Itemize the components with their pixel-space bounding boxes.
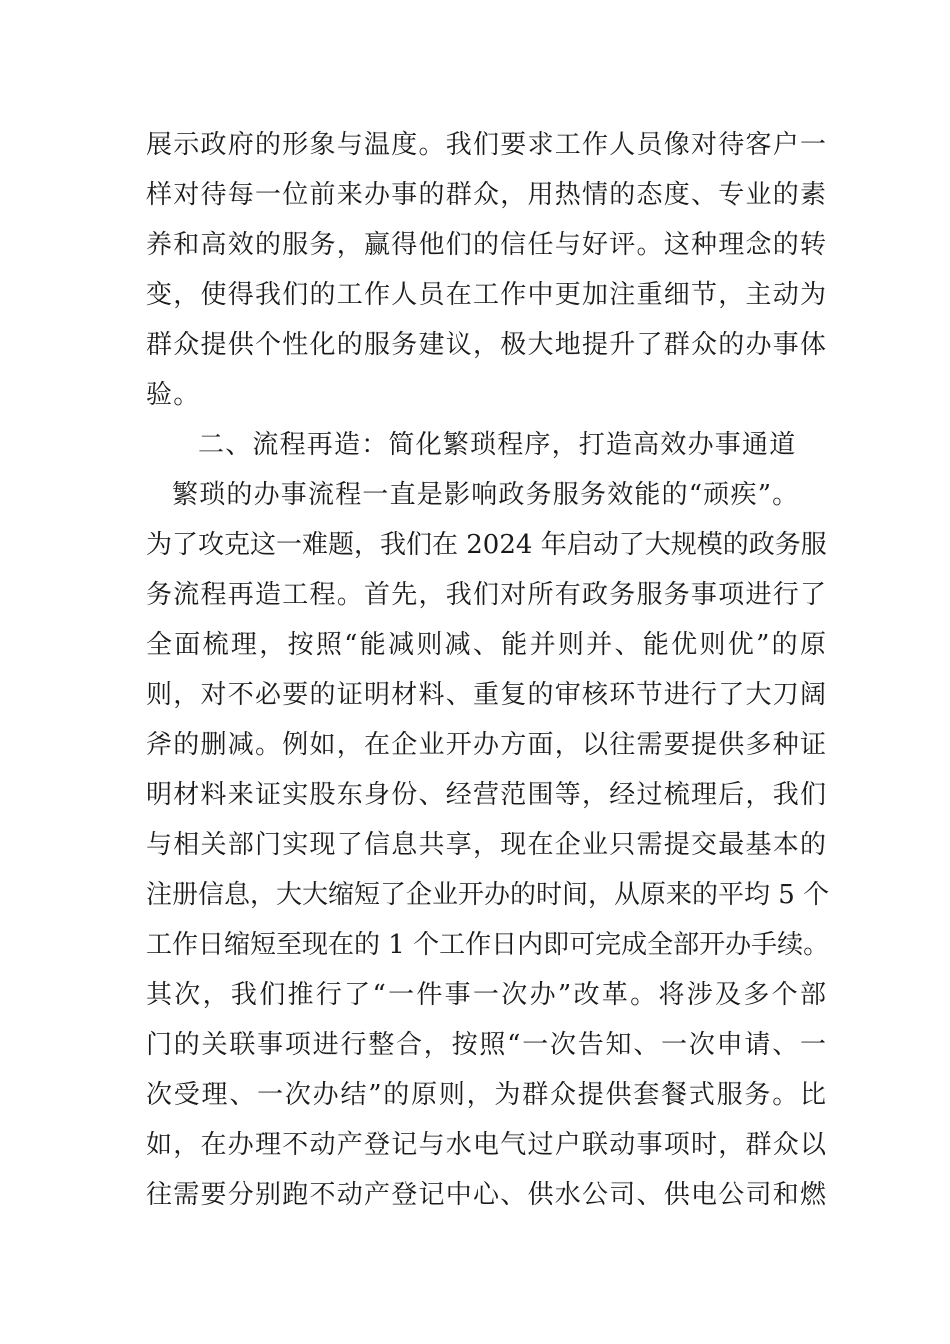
body-text-line: 变，使得我们的工作人员在工作中更加注重细节，主动为	[146, 280, 826, 310]
body-text-line: 展示政府的形象与温度。我们要求工作人员像对待客户一	[146, 130, 826, 160]
body-text-line: 验。	[146, 380, 201, 410]
body-text-line: 往需要分别跑不动产登记中心、供水公司、供电公司和燃	[146, 1180, 826, 1210]
body-text-line: 为了攻克这一难题，我们在 2024 年启动了大规模的政务服	[146, 530, 827, 560]
body-text-line: 如，在办理不动产登记与水电气过户联动事项时，群众以	[146, 1130, 826, 1160]
body-text-line: 群众提供个性化的服务建议，极大地提升了群众的办事体	[146, 330, 826, 360]
body-text-line: 工作日缩短至现在的 1 个工作日内即可完成全部开办手续。	[146, 930, 830, 960]
section-heading: 二、流程再造：简化繁琐程序，打造高效办事通道	[198, 430, 797, 460]
body-text-line: 次受理、一次办结”的原则，为群众提供套餐式服务。比	[146, 1080, 826, 1110]
body-text-line: 斧的删减。例如，在企业开办方面，以往需要提供多种证	[146, 730, 826, 760]
paragraph-first-line: 繁琐的办事流程一直是影响政务服务效能的“顽疾”。	[172, 480, 800, 510]
body-text-line: 与相关部门实现了信息共享，现在企业只需提交最基本的	[146, 830, 826, 860]
body-text-line: 务流程再造工程。首先，我们对所有政务服务事项进行了	[146, 580, 826, 610]
body-text-line: 门的关联事项进行整合，按照“一次告知、一次申请、一	[146, 1030, 826, 1060]
body-text-line: 明材料来证实股东身份、经营范围等，经过梳理后，我们	[146, 780, 826, 810]
body-text-line: 样对待每一位前来办事的群众，用热情的态度、专业的素	[146, 180, 826, 210]
body-text-line: 其次，我们推行了“一件事一次办”改革。将涉及多个部	[146, 980, 826, 1010]
document-body	[146, 120, 830, 1220]
body-text-line: 则，对不必要的证明材料、重复的审核环节进行了大刀阔	[146, 680, 826, 710]
body-text-line: 全面梳理，按照“能减则减、能并则并、能优则优”的原	[146, 630, 826, 660]
body-text-line: 养和高效的服务，赢得他们的信任与好评。这种理念的转	[146, 230, 826, 260]
body-text-line: 注册信息，大大缩短了企业开办的时间，从原来的平均 5 个	[146, 880, 830, 910]
